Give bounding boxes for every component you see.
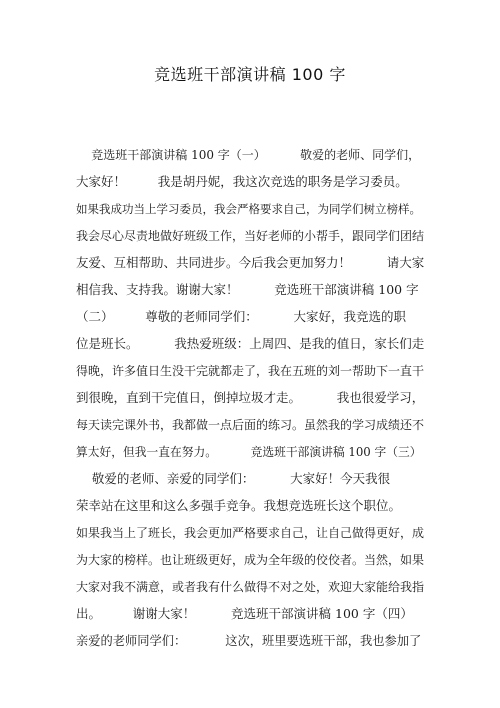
body-line: 大家好！ 我是胡丹妮，我这次竞选的职务是学习委员。 [76, 174, 408, 189]
body-line: 我会尽心尽责地做好班级工作，当好老师的小帮手，跟同学们团结 [76, 229, 425, 243]
body-line: 大家对我不满意，或者我有什么做得不对之处，欢迎大家能给我指 [76, 580, 425, 594]
body-line: 竞选班干部演讲稿 100 字（一） 敬爱的老师、同学们， [76, 148, 421, 162]
body-line: 如果我成功当上学习委员，我会严格要求自己，为同学们树立榜样。 [76, 202, 421, 216]
body-line: 到很晚，直到干完值日，倒掉垃圾才走。 我也很爱学习， [76, 390, 425, 405]
body-line: 位是班长。 我热爱班级：上周四、是我的值日，家长们走 [76, 336, 425, 351]
body-line: 每天读完课外书，我都做一点后面的练习。虽然我的学习成绩还不 [76, 418, 425, 432]
body-line: （二） 尊敬的老师同学们： 大家好，我竞选的职 [76, 309, 407, 324]
body-line: 出。 谢谢大家！ 竞选班干部演讲稿 100 字（四） [76, 606, 413, 621]
body-line: 相信我、支持我。谢谢大家！ 竞选班干部演讲稿 100 字 [76, 282, 419, 297]
body-line: 敬爱的老师、亲爱的同学们： 大家好！今天我很 [76, 471, 391, 486]
body-line: 友爱、互相帮助、共同进步。今后我会更加努力！ 请大家 [76, 255, 425, 270]
body-line: 为大家的榜样。也让班级更好，成为全年级的佼佼者。当然，如果 [76, 553, 425, 567]
body-line: 荣幸站在这里和这么多强手竞争。我想竞选班长这个职位。 [76, 498, 402, 513]
body-line: 算太好，但我一直在努力。 竞选班干部演讲稿 100 字（三） [76, 445, 422, 459]
body-line: 如果我当上了班长，我会更加严格要求自己，让自己做得更好，成 [76, 526, 425, 540]
page-title: 竞选班干部演讲稿 100 字 [154, 65, 346, 84]
body-line: 亲爱的老师同学们： 这次，班里要选班干部，我也参加了 [76, 634, 422, 648]
body-line: 得晚，许多值日生没干完就都走了，我在五班的刘一帮助下一直干 [76, 364, 425, 378]
